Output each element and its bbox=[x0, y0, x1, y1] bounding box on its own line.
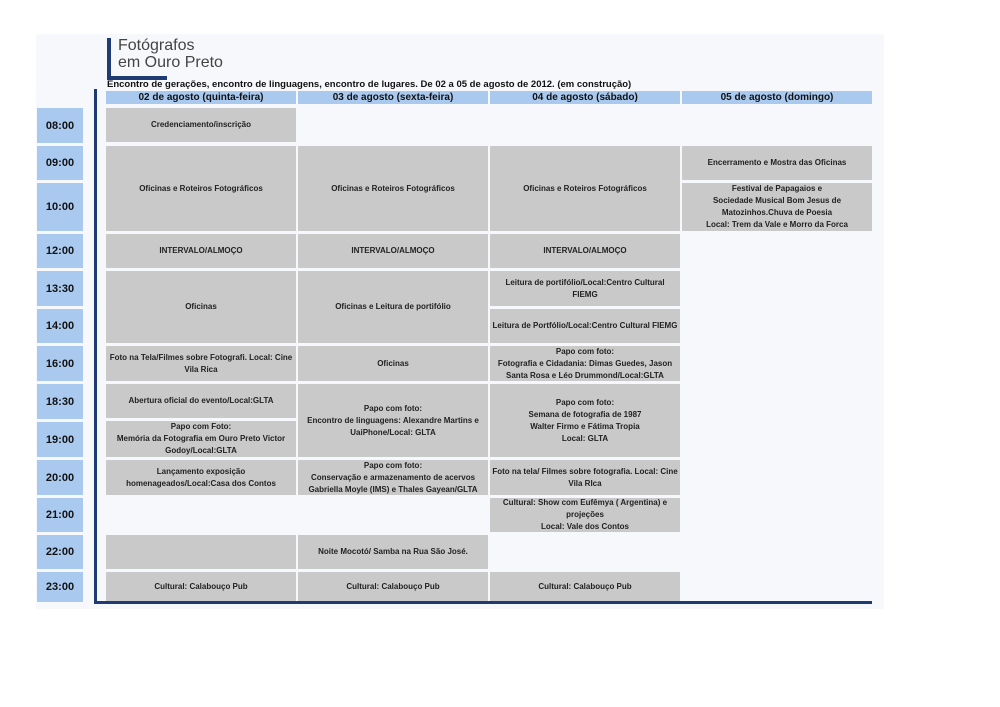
event-text-line: Festival de Papagaios e bbox=[731, 184, 823, 193]
event-text-line: Santa Rosa e Léo Drummond/Local:GLTA bbox=[506, 370, 664, 380]
event-text: Cultural: Calabouço Pub bbox=[346, 581, 440, 591]
table-frame-left bbox=[94, 89, 97, 604]
time-2000: 20:00 bbox=[37, 460, 83, 495]
event-text-line: Vila RIca bbox=[568, 478, 602, 488]
event-cell bbox=[490, 460, 680, 495]
event-text-line: Local: Trem da Vale e Morro da Forca bbox=[706, 220, 848, 229]
event-cell bbox=[106, 460, 296, 495]
event-cell bbox=[298, 234, 488, 268]
event-cell bbox=[106, 535, 296, 569]
event-cell bbox=[106, 421, 296, 457]
event-text-line: Gabriella Moyle (IMS) e Thales Gayean/GLTA bbox=[308, 484, 478, 494]
day-header-2: 03 de agosto (sexta-feira) bbox=[298, 91, 488, 104]
event-text: Leitura de portifólio/Local:Centro Cultural FIEMG bbox=[505, 277, 665, 299]
event-cell bbox=[106, 271, 296, 343]
event-text: INTERVALO/ALMOÇO bbox=[543, 246, 627, 255]
event-text-line: Memória da Fotografia em Ouro Preto Victor bbox=[116, 434, 286, 443]
event-text-line: Foto na Tela/Filmes sobre Fotografi. Local: Cine bbox=[109, 352, 293, 362]
event-text: Credenciamento/inscrição bbox=[150, 120, 252, 129]
time-1400: 14:00 bbox=[37, 309, 83, 343]
time-0800: 08:00 bbox=[37, 108, 83, 143]
event-text: Oficinas e Roteiros Fotográficos bbox=[139, 183, 263, 193]
logo-mark bbox=[107, 38, 111, 80]
event-text-line: projeções bbox=[566, 510, 604, 519]
event-text-line: Papo com foto: bbox=[555, 346, 615, 356]
event-text: Encerramento e Mostra das Oficinas bbox=[707, 158, 847, 167]
logo bbox=[118, 37, 223, 71]
event-cell bbox=[298, 535, 488, 569]
day-header-4: 05 de agosto (domingo) bbox=[682, 91, 872, 104]
event-text: Cultural: Calabouço Pub bbox=[154, 581, 248, 591]
event-text: Oficinas e Leitura de portifólio bbox=[335, 302, 451, 311]
event-text-line: Encontro de linguagens: Alexandre Martins e bbox=[307, 415, 479, 425]
time-2300: 23:00 bbox=[37, 572, 83, 602]
event-text-line: Cultural: Show com Eufêmya ( Argentina) e bbox=[502, 498, 668, 507]
event-cell bbox=[106, 108, 296, 142]
event-cell bbox=[490, 498, 680, 532]
time-1900: 19:00 bbox=[37, 422, 83, 457]
event-cell bbox=[298, 146, 488, 231]
event-cell bbox=[106, 146, 296, 231]
time-2100: 21:00 bbox=[37, 498, 83, 532]
time-1330: 13:30 bbox=[37, 271, 83, 306]
day-header-3: 04 de agosto (sábado) bbox=[490, 91, 680, 104]
event-text: Abertura oficial do evento/Local:GLTA bbox=[128, 396, 274, 405]
event-cell bbox=[682, 146, 872, 180]
event-text: Oficinas e Roteiros Fotográficos bbox=[331, 183, 455, 193]
logo-line-2: em Ouro Preto bbox=[118, 54, 223, 71]
event-text-line: Papo com foto: bbox=[555, 397, 615, 407]
event-text-line: Matozinhos.Chuva de Poesia bbox=[721, 208, 833, 217]
event-text-line: Vila Rica bbox=[184, 364, 218, 374]
time-0900: 09:00 bbox=[37, 146, 83, 180]
event-cell bbox=[298, 346, 488, 381]
event-cell bbox=[106, 346, 296, 381]
time-1830: 18:30 bbox=[37, 384, 83, 419]
event-text-line: Conservação e armazenamento de acervos bbox=[310, 472, 476, 482]
event-cell bbox=[490, 346, 680, 381]
event-text: INTERVALO/ALMOÇO bbox=[159, 246, 243, 255]
event-text-line: UaiPhone/Local: GLTA bbox=[350, 427, 436, 437]
time-1600: 16:00 bbox=[37, 346, 83, 381]
event-cell bbox=[490, 146, 680, 231]
event-text: Cultural: Calabouço Pub bbox=[538, 581, 632, 591]
event-cell bbox=[490, 271, 680, 306]
event-text-line: Lançamento exposição bbox=[156, 466, 246, 476]
event-cell bbox=[298, 572, 488, 601]
event-text: Oficinas bbox=[377, 358, 409, 368]
event-text-line: Papo com foto: bbox=[363, 460, 423, 470]
time-1200: 12:00 bbox=[37, 234, 83, 268]
event-cell bbox=[298, 271, 488, 343]
event-text-line: Foto na tela/ Filmes sobre fotografia. Local: Cine bbox=[492, 466, 678, 476]
event-cell bbox=[490, 572, 680, 601]
table-frame-bottom bbox=[94, 601, 872, 604]
event-text-line: Fotografia e Cidadania: Dimas Guedes, Jason bbox=[497, 358, 673, 368]
day-header-1: 02 de agosto (quinta-feira) bbox=[106, 91, 296, 104]
event-cell bbox=[298, 384, 488, 457]
event-text-line: homenageados/Local:Casa dos Contos bbox=[126, 478, 276, 488]
event-text-line: Local: Vale dos Contos bbox=[540, 522, 629, 531]
event-text: Oficinas bbox=[185, 302, 217, 311]
event-cell bbox=[106, 384, 296, 418]
event-cell bbox=[106, 234, 296, 268]
event-cell bbox=[490, 384, 680, 457]
event-cell bbox=[106, 572, 296, 601]
event-cell bbox=[490, 309, 680, 343]
event-text-line: Godoy/Local:GLTA bbox=[165, 446, 237, 455]
event-text: Noite Mocotó/ Samba na Rua São José. bbox=[318, 547, 468, 556]
event-text-line: Papo com foto: bbox=[363, 403, 423, 413]
event-text-line: Walter Firmo e Fátima Tropia bbox=[530, 421, 640, 431]
logo-line-1: Fotógrafos bbox=[118, 37, 195, 54]
event-text-line: Local: GLTA bbox=[561, 433, 609, 443]
event-subtitle: Encontro de gerações, encontro de linguagens, encontro de lugares. De 02 a 05 de agosto de 2012. (em construção) bbox=[107, 79, 632, 90]
event-text: Oficinas e Roteiros Fotográficos bbox=[523, 183, 647, 193]
event-text-line: Papo com Foto: bbox=[170, 422, 232, 431]
event-text-line: Sociedade Musical Bom Jesus de bbox=[712, 196, 842, 205]
event-text: Leitura de Portfólio/Local:Centro Cultural FIEMG bbox=[492, 321, 678, 330]
event-text-line: Semana de fotografia de 1987 bbox=[528, 409, 642, 419]
event-cell bbox=[682, 183, 872, 231]
event-cell bbox=[490, 234, 680, 268]
time-1000: 10:00 bbox=[37, 183, 83, 231]
event-text: INTERVALO/ALMOÇO bbox=[351, 246, 435, 255]
event-cell bbox=[298, 460, 488, 495]
time-2200: 22:00 bbox=[37, 535, 83, 569]
